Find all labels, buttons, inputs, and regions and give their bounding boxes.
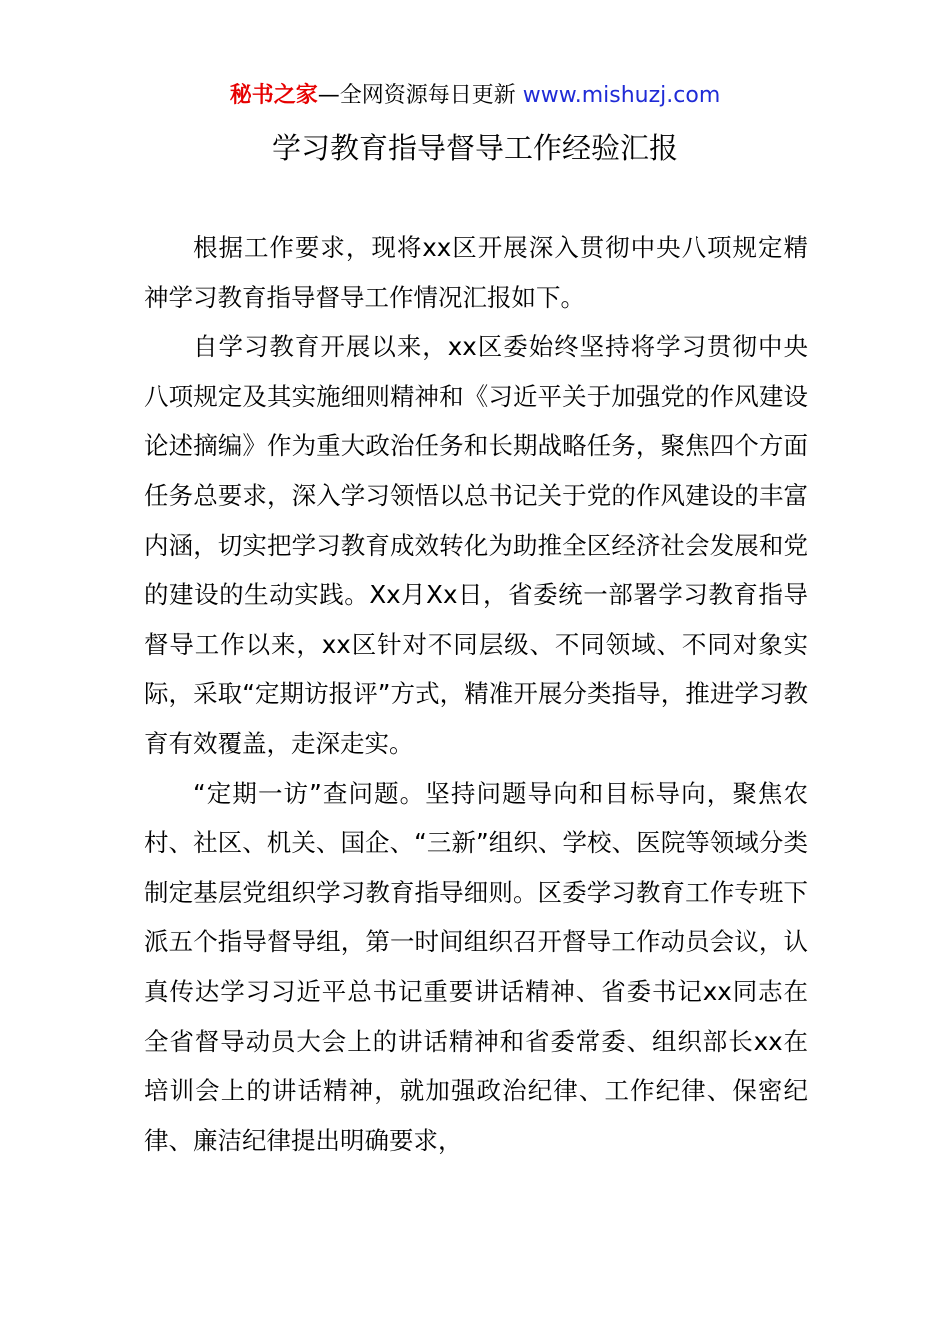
site-url[interactable]: www.mishuzj.com	[522, 83, 721, 108]
paragraph-3: “定期一访”查问题。坚持问题导向和目标导向，聚焦农村、社区、机关、国企、“三新”组织、学校、医院等领域分类制定基层党组织学习教育指导细则。区委学习教育工作专班下派五个指导督导组，第一时间组织召开督导工作动员会议，认真传达学习习近平总书记重要讲话精神、省委书记xx同志在全省督导动员大会上的讲话精神和省委常委、组织部长xx在培训会上的讲话精神，就加强政治纪律、工作纪律、保密纪律、廉洁纪律提出明确要求，	[144, 778, 808, 1155]
document-title: 学习教育指导督导工作经验汇报	[271, 131, 678, 165]
site-brand: 秘书之家	[229, 83, 318, 108]
document-body	[144, 223, 808, 1165]
paragraph-1: 根据工作要求，现将xx区开展深入贯彻中央八项规定精神学习教育指导督导工作情况汇报如下。	[144, 233, 808, 312]
site-tagline: —全网资源每日更新	[317, 83, 523, 108]
paragraph-2: 自学习教育开展以来，xx区委始终坚持将学习贯彻中央八项规定及其实施细则精神和《习近平关于加强党的作风建设论述摘编》作为重大政治任务和长期战略任务，聚焦四个方面任务总要求，深入学习领悟以总书记关于党的作风建设的丰富内涵，切实把学习教育成效转化为助推全区经济社会发展和党的建设的生动实践。Xx月Xx日，省委统一部署学习教育指导督导工作以来，xx区针对不同层级、不同领域、不同对象实际，采取“定期访报评”方式，精准开展分类指导，推进学习教育有效覆盖，走深走实。	[144, 332, 808, 758]
site-header	[0, 80, 950, 112]
